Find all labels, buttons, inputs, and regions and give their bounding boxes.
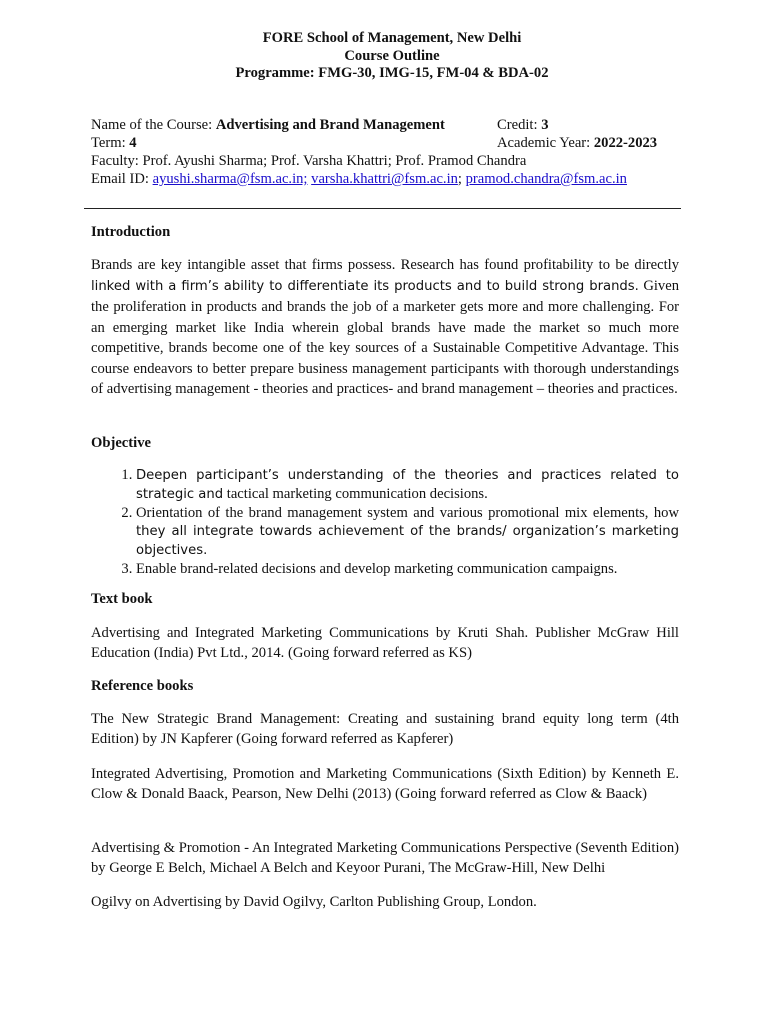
objective-list-container: [91, 466, 679, 578]
document-title: Course Outline: [344, 47, 440, 64]
email-link-sharma[interactable]: ayushi.sharma@fsm.ac.in;: [152, 171, 308, 187]
school-name: FORE School of Management, New Delhi: [262, 30, 522, 46]
divider-line: [84, 208, 681, 209]
term-value: 4: [129, 135, 137, 151]
objective-item-2-lead: Orientation of the brand management system and various promotional mix elements, how: [136, 505, 679, 521]
textbook-heading: [91, 590, 679, 608]
credit-label: Credit:: [497, 117, 542, 133]
reference-item-1: The New Strategic Brand Management: Creating and sustaining brand equity long term (4th Edition) by JN Kapferer (Going forward referred as Kapferer): [91, 711, 679, 747]
objective-item-1-sans: Deepen participant’s understanding of the theories and practices related to strategic and: [136, 468, 679, 502]
email-link-chandra[interactable]: pramod.chandra@fsm.ac.in: [465, 171, 627, 187]
email-link-khattri[interactable]: varsha.khattri@fsm.ac.in: [311, 171, 458, 187]
introduction-title: Introduction: [91, 224, 171, 240]
course-name-value: Advertising and Brand Management: [215, 117, 445, 133]
references-heading: [91, 677, 679, 695]
faculty-row: Faculty: Prof. Ayushi Sharma; Prof. Varsha Khattri; Prof. Pramod Chandra: [91, 153, 527, 169]
textbook-title: Text book: [91, 591, 153, 607]
introduction-heading: [91, 223, 679, 241]
reference-item-3: Advertising & Promotion - An Integrated Marketing Communications Perspective (Seventh Edition) by George E Belch, Michael A Belch and Keyoor Purani, The McGraw-Hill, New Delhi: [91, 840, 679, 876]
email-row: Email ID: ayushi.sharma@fsm.ac.in; varsha.khattri@fsm.ac.in; pramod.chandra@fsm.ac.in: [91, 171, 627, 187]
introduction-rest: Given the proliferation in products and brands the job of a marketer gets more and more challenging. For an emerging market like India wherein global brands have made the market so much more competitive, brands become one of the key sources of a Sustainable Competitive Advantage. This course endeavors to better prepare business management participants with thorough understandings of advertising management - theories and practices- and brand management – theories and practices.: [91, 277, 679, 397]
academic-year-label: Academic Year:: [497, 135, 594, 151]
credit-value: 3: [541, 117, 549, 133]
term-row: [91, 134, 691, 152]
reference-item-4: Ogilvy on Advertising by David Ogilvy, Carlton Publishing Group, London.: [91, 894, 537, 910]
programme-line: Programme: FMG-30, IMG-15, FM-04 & BDA-02: [235, 65, 549, 81]
objective-item-3: 3. Enable brand-related decisions and develop marketing communication campaigns.: [136, 560, 679, 578]
objective-heading: [91, 434, 679, 452]
textbook-paragraph: Advertising and Integrated Marketing Communications by Kruti Shah. Publisher McGraw Hill Education (India) Pvt Ltd., 2014. (Going forward referred as KS): [91, 625, 679, 661]
references-title: Reference books: [91, 678, 194, 694]
objective-list: [91, 466, 679, 578]
course-info: [91, 116, 691, 188]
introduction-sans-text: linked with a firm’s ability to differentiate its products and to build strong brands.: [91, 278, 639, 294]
course-name-label: Name of the Course:: [91, 117, 216, 133]
course-name-row: [91, 116, 691, 134]
term-label: Term:: [91, 135, 130, 151]
academic-year-value: 2022-2023: [593, 135, 658, 151]
objective-item-2-sans: they all integrate towards achievement of the brands/ organization’s marketing objectives.: [136, 524, 679, 558]
email-label: Email ID:: [91, 171, 153, 187]
objective-item-2: [136, 504, 679, 560]
document-header: [0, 30, 768, 83]
introduction-paragraph: [91, 255, 679, 400]
introduction-lead: Brands are key intangible asset that firms possess. Research has found profitability to be directly: [91, 257, 679, 273]
credit-field: [497, 116, 548, 134]
objective-item-1-rest: tactical marketing communication decisions.: [223, 486, 488, 502]
objective-item-1: [136, 466, 679, 504]
objective-title: Objective: [91, 435, 151, 451]
reference-item-2: Integrated Advertising, Promotion and Marketing Communications (Sixth Edition) by Kenneth E. Clow & Donald Baack, Pearson, New Delhi (2013) (Going forward referred as Clow & Baack): [91, 766, 679, 802]
academic-year-field: [497, 134, 657, 152]
